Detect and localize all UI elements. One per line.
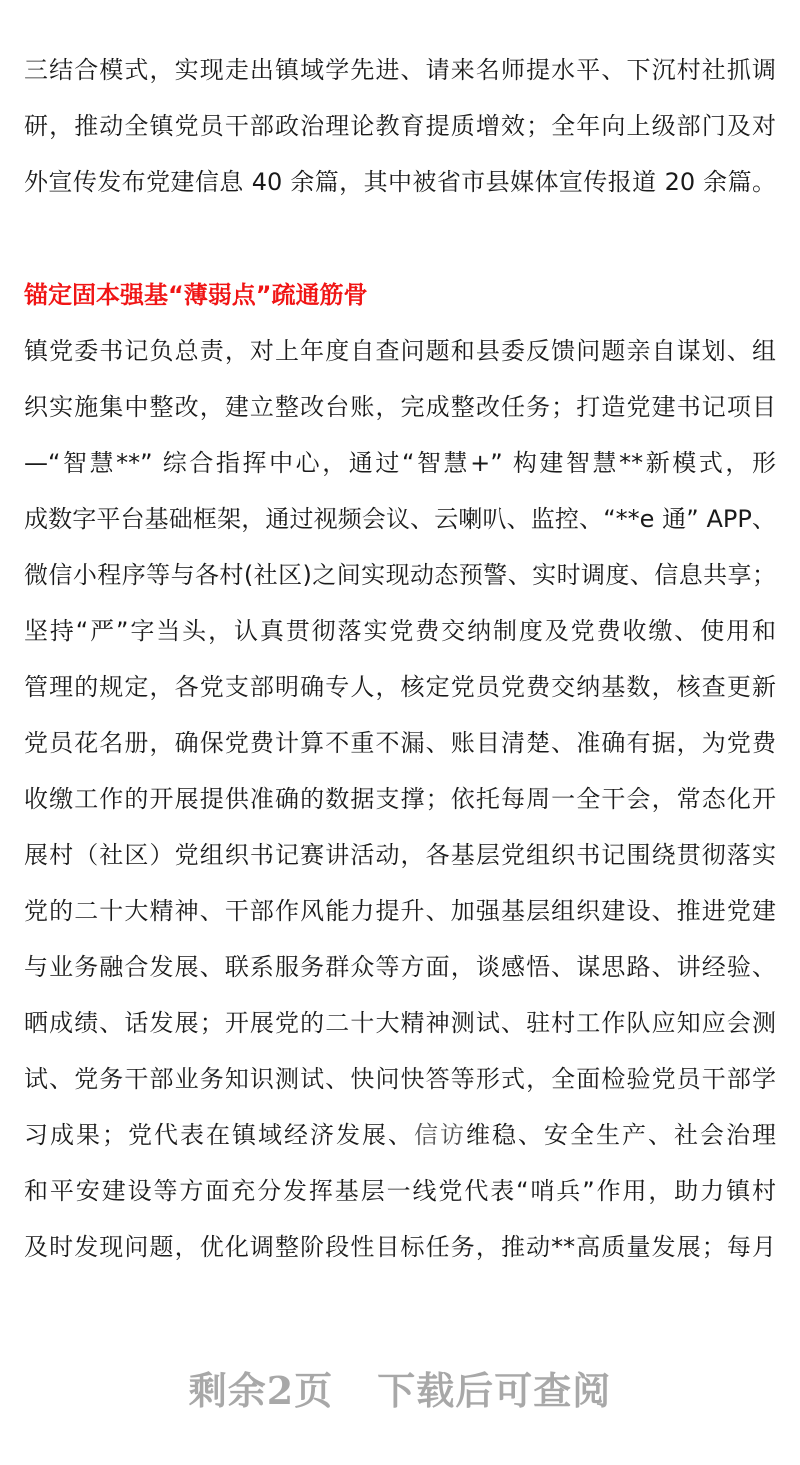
text-line: 外宣传发布党建信息 40 余篇，其中被省市县媒体宣传报道 20 余篇。 [24, 168, 776, 196]
text-line: 试、党务干部业务知识测试、快问快答等形式，全面检验党员干部学 [24, 1065, 776, 1093]
text-line: 成数字平台基础框架，通过视频会议、云喇叭、监控、“**e 通” APP、 [24, 505, 776, 533]
text-line: 研，推动全镇党员干部政治理论教育提质增效；全年向上级部门及对 [24, 112, 776, 140]
paragraph-gap [24, 210, 776, 267]
remaining-pages-label: 剩余2页 [188, 1368, 334, 1413]
text-line [24, 1107, 776, 1163]
text-line: 管理的规定，各党支部明确专人，核定党员党费交纳基数，核查更新 [24, 673, 776, 701]
text-line: 微信小程序等与各村(社区)之间实现动态预警、实时调度、信息共享； [24, 561, 776, 589]
highlighted-term: 信访 [414, 1121, 466, 1149]
text-line: 收缴工作的开展提供准确的数据支撑；依托每周一全干会，常态化开 [24, 785, 776, 813]
document-body [24, 42, 776, 1275]
text-segment: 维稳、安全生产、社会治理 [466, 1121, 776, 1149]
text-line: 党的二十大精神、干部作风能力提升、加强基层组织建设、推进党建 [24, 897, 776, 925]
text-segment: 习成果；党代表在镇域经济发展、 [24, 1121, 414, 1149]
text-line: 党员花名册，确保党费计算不重不漏、账目清楚、准确有据，为党费 [24, 729, 776, 757]
download-banner[interactable] [0, 1360, 800, 1415]
text-line: 展村（社区）党组织书记赛讲活动，各基层党组织书记围绕贯彻落实 [24, 841, 776, 869]
text-line: 织实施集中整改，建立整改台账，完成整改任务；打造党建书记项目 [24, 393, 776, 421]
text-line: 坚持“严”字当头，认真贯彻落实党费交纳制度及党费收缴、使用和 [24, 617, 776, 645]
download-prompt[interactable]: 下载后可查阅 [377, 1368, 612, 1413]
text-line: —“智慧**” 综合指挥中心，通过“智慧+” 构建智慧**新模式，形 [24, 449, 776, 477]
text-line: 与业务融合发展、联系服务群众等方面，谈感悟、谋思路、讲经验、 [24, 953, 776, 981]
text-line: 三结合模式，实现走出镇域学先进、请来名师提水平、下沉村社抓调 [24, 56, 776, 84]
text-line: 及时发现问题，优化调整阶段性目标任务，推动**高质量发展；每月 [24, 1233, 776, 1261]
text-line: 和平安建设等方面充分发挥基层一线党代表“哨兵”作用，助力镇村 [24, 1177, 776, 1205]
section-heading: 锚定固本强基“薄弱点”疏通筋骨 [24, 281, 368, 309]
text-line: 晒成绩、话发展；开展党的二十大精神测试、驻村工作队应知应会测 [24, 1009, 776, 1037]
text-line: 镇党委书记负总责，对上年度自查问题和县委反馈问题亲自谋划、组 [24, 337, 776, 365]
